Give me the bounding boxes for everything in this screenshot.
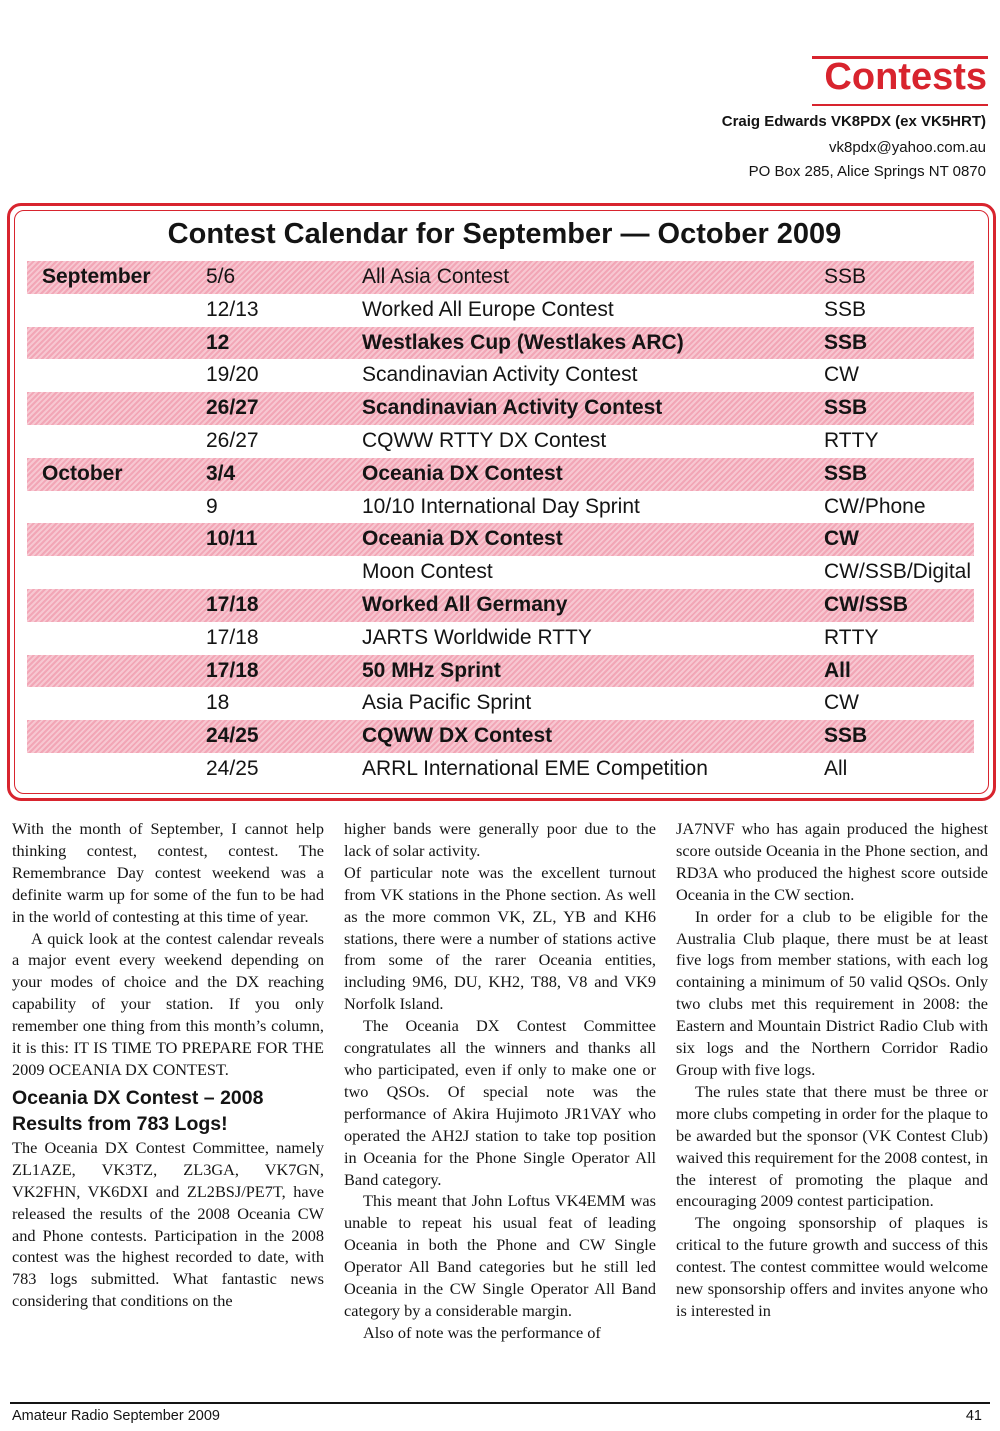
calendar-contest-name: CQWW DX Contest [362, 724, 553, 748]
calendar-date: 19/20 [206, 363, 259, 387]
calendar-contest-name: ARRL International EME Competition [362, 756, 708, 780]
calendar-contest-name: 50 MHz Sprint [362, 658, 501, 682]
calendar-row [27, 491, 974, 524]
calendar-date: 17/18 [206, 658, 259, 682]
section-title: Contests [824, 56, 987, 98]
page-footer [0, 1402, 1000, 1431]
calendar-mode: RTTY [824, 625, 879, 649]
calendar-title: Contest Calendar for September — October 2009 [167, 218, 842, 250]
calendar-contest-name: Scandinavian Activity Contest [362, 363, 638, 387]
calendar-mode: SSB [824, 461, 868, 485]
calendar-contest-name: Oceania DX Contest [362, 527, 563, 551]
calendar-row [27, 458, 974, 491]
author-email: vk8pdx@yahoo.com.au [829, 139, 986, 156]
calendar-row [27, 622, 974, 655]
calendar-month: October [42, 461, 123, 485]
calendar-row [27, 589, 974, 622]
calendar-date: 10/11 [206, 527, 258, 551]
paragraph: The Oceania DX Contest Committee, namely ZL1AZE, VK3TZ, ZL3GA, VK7GN, VK2FHN, VK6DXI and ZL2BSJ/PE7T, have released the results of the 2008 Oceania CW and Phone contests. Participation in the 2008 contest was the highest recorded to date, with 783 logs submitted. What fantastic news considering that conditions on the [12, 1137, 324, 1311]
calendar-row [27, 655, 974, 688]
calendar-mode: SSB [824, 297, 867, 321]
calendar-row [27, 327, 974, 360]
calendar-mode: SSB [824, 724, 868, 748]
calendar-row [27, 523, 974, 556]
contest-calendar [7, 203, 996, 801]
calendar-contest-name: Scandinavian Activity Contest [362, 396, 663, 420]
publication-name: Amateur Radio September 2009 [12, 1408, 220, 1424]
calendar-row [27, 294, 974, 327]
calendar-contest-name: All Asia Contest [362, 265, 510, 288]
calendar-mode: SSB [824, 265, 867, 288]
article-subheading: Oceania DX Contest – 2008 Results from 783 Logs! [12, 1086, 264, 1135]
calendar-mode: SSB [824, 396, 868, 420]
calendar-mode: RTTY [824, 428, 879, 452]
calendar-date: 17/18 [206, 592, 259, 616]
calendar-contest-name: Worked All Germany [362, 592, 568, 616]
calendar-mode: All [824, 658, 851, 682]
paragraph: Also of note was the performance of [363, 1322, 601, 1342]
calendar-contest-name: Oceania DX Contest [362, 461, 563, 485]
calendar-date: 12/13 [206, 297, 259, 321]
calendar-contest-name: Westlakes Cup (Westlakes ARC) [362, 330, 684, 354]
calendar-date: 18 [206, 691, 230, 715]
calendar-mode: CW/Phone [824, 494, 926, 518]
calendar-date: 26/27 [206, 428, 259, 452]
paragraph: In order for a club to be eligible for the Australia Club plaque, there must be at least five logs from member stations, with each log containing a minimum of 50 valid QSOs. Only two clubs met this requirement in 2008: the Eastern and Mountain District Radio Club with six logs and the Northern Corridor Radio Group with five logs. [676, 906, 988, 1079]
footer-rule [10, 1402, 990, 1404]
calendar-date: 12 [206, 330, 230, 354]
page-header [0, 0, 1000, 200]
calendar-row [27, 753, 974, 786]
calendar-row [27, 359, 974, 392]
calendar-contest-name: 10/10 International Day Sprint [362, 494, 640, 518]
calendar-row [27, 720, 974, 753]
article-column-1 [12, 818, 324, 1312]
article-column-3 [676, 818, 988, 1322]
title-underline [812, 104, 988, 106]
paragraph: The ongoing sponsorship of plaques is critical to the future growth and success of this contest. The contest committee would welcome new sponsorship offers and invites anyone who is interested in [676, 1213, 988, 1320]
paragraph: The Oceania DX Contest Committee congratulates all the winners and thanks all who participated, even if only to make one or two QSOs. Of special note was the performance of Akira Hujimoto JR1VAY who operated the AH2J station to take top position in Oceania for the Phone Single Operator All Band category. [344, 1016, 656, 1189]
calendar-mode: SSB [824, 330, 868, 354]
paragraph: This meant that John Loftus VK4EMM was unable to repeat his usual feat of leading Oceania in both the Phone and CW Single Operator All Band categories but he still led Oceania in the CW Single Operator All Band category by a considerable margin. [344, 1191, 656, 1320]
calendar-mode: CW/SSB [824, 592, 908, 616]
paragraph: The rules state that there must be three or more clubs competing in order for the plaque to be awarded but the sponsor (VK Contest Club) waived this requirement for the 2008 contest, in the interest of promoting the plaque and encouraging 2009 contest participation. [676, 1081, 988, 1211]
calendar-contest-name: Worked All Europe Contest [362, 297, 614, 321]
calendar-date: 24/25 [206, 724, 259, 748]
calendar-row [27, 687, 974, 720]
author-address: PO Box 285, Alice Springs NT 0870 [748, 163, 986, 180]
calendar-date: 3/4 [206, 461, 236, 485]
paragraph: higher bands were generally poor due to the lack of solar activity. [344, 819, 656, 860]
calendar-contest-name: Asia Pacific Sprint [362, 691, 532, 715]
calendar-mode: All [824, 756, 848, 780]
calendar-contest-name: JARTS Worldwide RTTY [362, 625, 592, 649]
calendar-date: 26/27 [206, 396, 259, 420]
calendar-date: 17/18 [206, 625, 259, 649]
calendar-row [27, 392, 974, 425]
paragraph: A quick look at the contest calendar reveals a major event every weekend depending on your modes of choice and the DX reaching capability of your station. If you only remember one thing from this month’s column, it is this: IT IS TIME TO PREPARE FOR THE 2009 OCEANIA DX CONTEST. [12, 928, 324, 1079]
paragraph: Of particular note was the excellent turnout from VK stations in the Phone section. As well as the more common VK, ZL, YB and KH6 stations, there were a number of stations active from some of the rarer Oceania entities, including 9M6, DU, KH2, T88, V8 and VK9 Norfolk Island. [344, 862, 656, 1014]
calendar-row [27, 261, 974, 294]
calendar-date: 24/25 [206, 756, 259, 780]
calendar-rows [27, 261, 974, 786]
calendar-contest-name: Moon Contest [362, 560, 493, 584]
paragraph: JA7NVF who has again produced the highest score outside Oceania in the Phone section, and RD3A who produced the highest score outside Oceania in the CW section. [676, 819, 988, 904]
calendar-date: 9 [206, 494, 218, 518]
calendar-date: 5/6 [206, 265, 236, 288]
page-number: 41 [965, 1408, 982, 1424]
calendar-row [27, 425, 974, 458]
calendar-mode: CW [824, 363, 859, 387]
calendar-contest-name: CQWW RTTY DX Contest [362, 428, 607, 452]
author-name: Craig Edwards VK8PDX (ex VK5HRT) [721, 113, 986, 130]
calendar-mode: CW/SSB/Digital [824, 560, 972, 584]
paragraph: With the month of September, I cannot help thinking contest, contest, contest. The Remembrance Day contest weekend was a definite warm up for some of the fun to be had in the world of contesting at this time of year. [12, 819, 324, 926]
calendar-row [27, 556, 974, 589]
calendar-mode: CW [824, 691, 859, 715]
calendar-month: September [42, 265, 151, 288]
calendar-mode: CW [824, 527, 859, 551]
article-column-2 [344, 818, 656, 1344]
